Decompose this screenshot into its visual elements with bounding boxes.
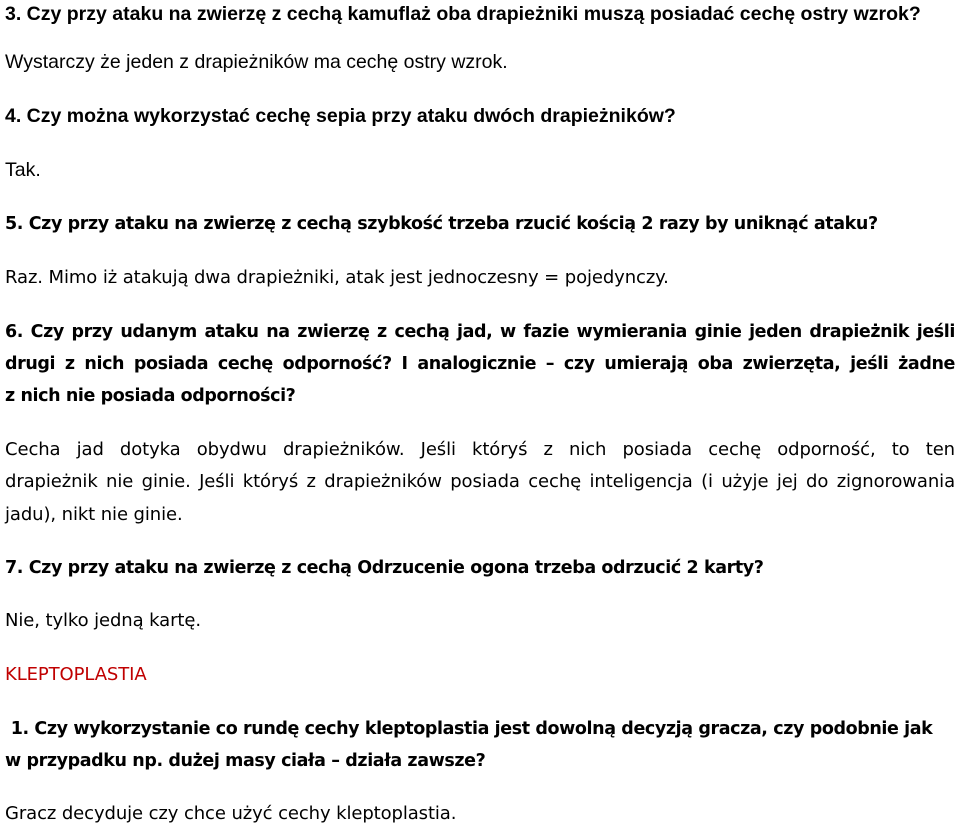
kleptoplastia-answer-1: Gracz decyduje czy chce użyć cechy kleptoplastia.	[5, 803, 457, 824]
question-6-line-2: drugi z nich posiada cechę odporność? I analogicznie – czy umierają oba zwierzęta, jeśli żadne	[5, 354, 955, 374]
question-6-line-1: 6. Czy przy udanym ataku na zwierzę z cechą jad, w fazie wymierania ginie jeden drapieżnik jeśli	[5, 322, 955, 342]
answer-6-line-1: Cecha jad dotyka obydwu drapieżników. Jeśli któryś z nich posiada cechę odporność, to ten	[5, 439, 955, 460]
question-5: 5. Czy przy ataku na zwierzę z cechą szybkość trzeba rzucić kością 2 razy by uniknąć ataku?	[5, 214, 878, 234]
answer-7: Nie, tylko jedną kartę.	[5, 610, 201, 631]
answer-6-line-3: jadu), nikt nie ginie.	[5, 504, 183, 525]
answer-3: Wystarczy że jeden z drapieżników ma cechę ostry wzrok.	[5, 51, 508, 73]
kleptoplastia-question-1-line-2: w przypadku np. dużej masy ciała – działa zawsze?	[5, 751, 486, 771]
answer-6-line-2: drapieżnik nie ginie. Jeśli któryś z drapieżników posiada cechę inteligencja (i użyje jej do zignorowania	[5, 471, 955, 492]
question-7: 7. Czy przy ataku na zwierzę z cechą Odrzucenie ogona trzeba odrzucić 2 karty?	[5, 558, 764, 578]
kleptoplastia-question-1-line-1: 1. Czy wykorzystanie co rundę cechy kleptoplastia jest dowolną decyzją gracza, czy podobnie jak	[5, 719, 933, 739]
answer-5: Raz. Mimo iż atakują dwa drapieżniki, atak jest jednoczesny = pojedynczy.	[5, 267, 669, 288]
question-4: 4. Czy można wykorzystać cechę sepia przy ataku dwóch drapieżników?	[5, 105, 676, 127]
question-6-line-3: z nich nie posiada odporności?	[5, 386, 296, 406]
section-title: KLEPTOPLASTIA	[5, 664, 147, 685]
question-3: 3. Czy przy ataku na zwierzę z cechą kamuflaż oba drapieżniki muszą posiadać cechę ostry wzrok?	[5, 3, 921, 25]
answer-4: Tak.	[5, 159, 41, 181]
